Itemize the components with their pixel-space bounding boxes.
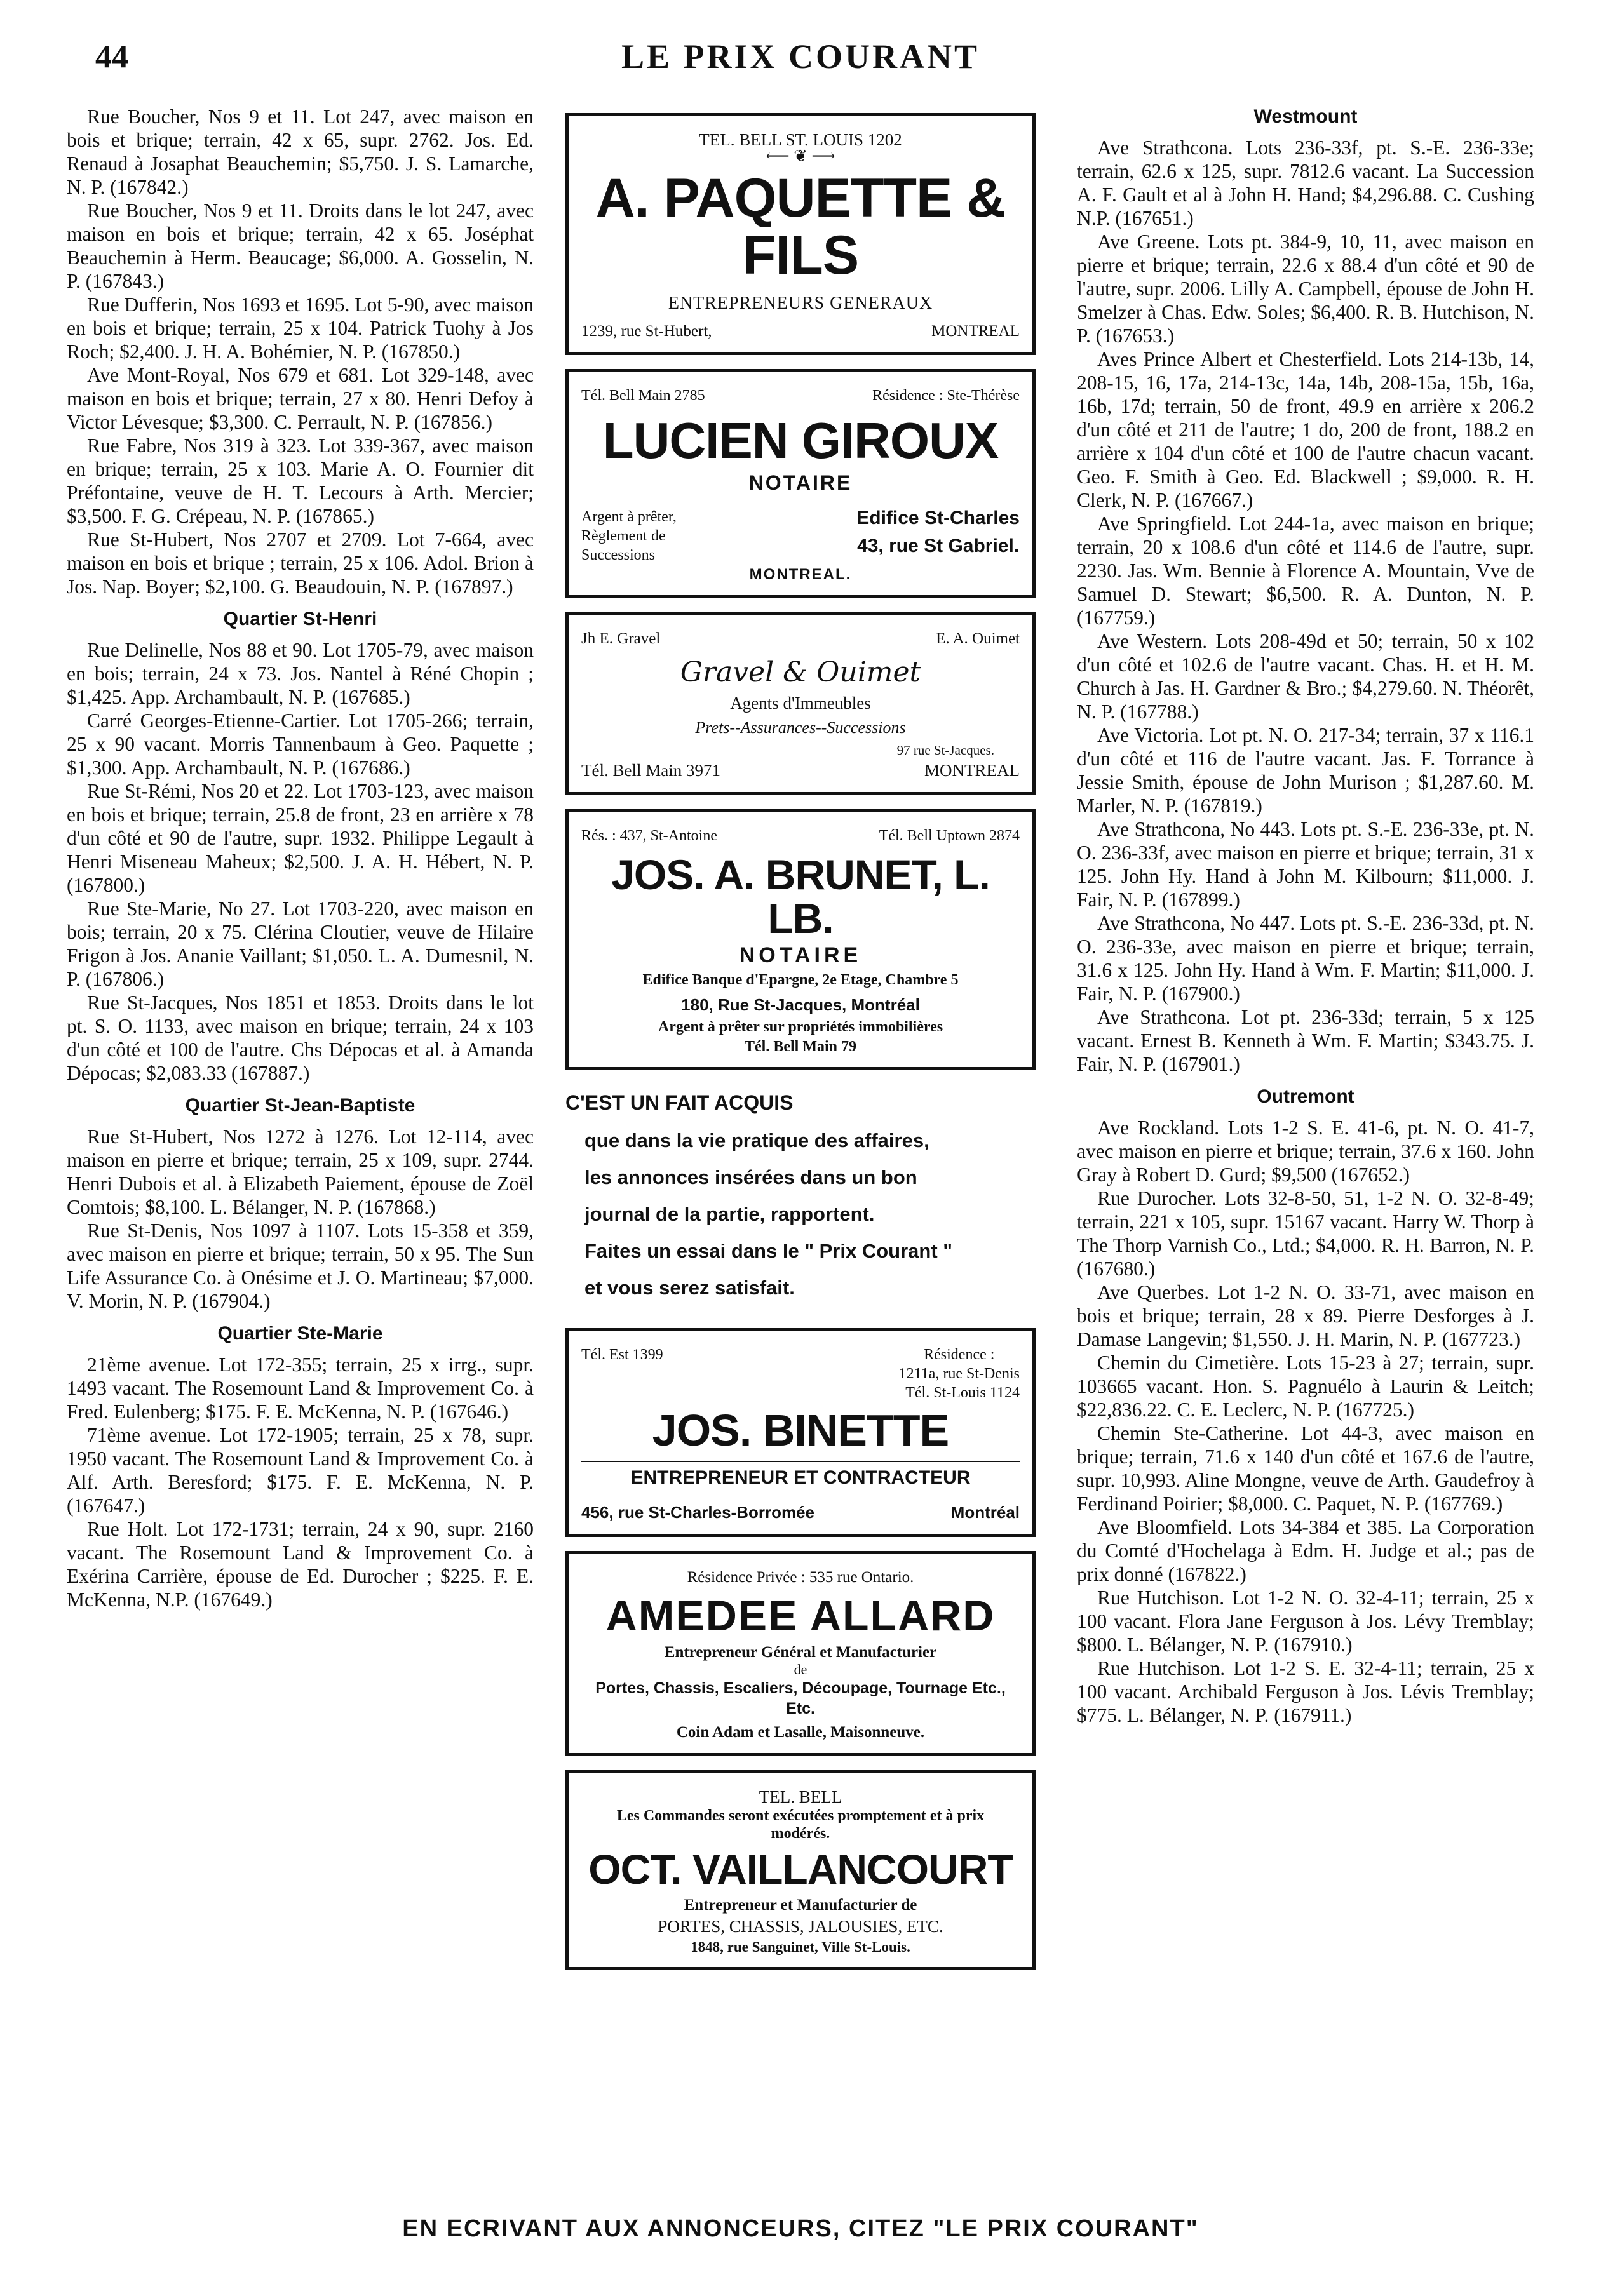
section-heading: Westmount (1253, 106, 1358, 127)
list-item: Rue Dufferin, Nos 1693 et 1695. Lot 5-90, avec maison en bois et brique; terrain, 25 x 104. Patrick Tuohy à Jos Roch; $2,400. J. H. A. Bohémier, N. P. (167850.) (67, 293, 534, 363)
divider (581, 1460, 1020, 1462)
list-item: Ave Western. Lots 208-49d et 50; terrain, 50 x 102 d'un côté et 102.6 de l'autre vacant. Chas. H. et H. M. Church à Jas. H. Gardner & Bro.; $4,279.60. N. Théorêt, N. P. (167788.) (1077, 630, 1534, 723)
list-item: Rue Boucher, Nos 9 et 11. Lot 247, avec maison en bois et brique; terrain, 42 x 65, supr. 2762. Jos. Ed. Renaud à Josaphat Beauchemin; $5,750. J. S. Lamarche, N. P. (167842.) (67, 105, 534, 198)
list-item: Ave Strathcona. Lot pt. 236-33d; terrain, 5 x 125 vacant. Ernest B. Kenneth à Wm. F. Martin; $343.75. J. Fair, N. P. (167901.) (1077, 1006, 1534, 1075)
ad-company-name: A. PAQUETTE & FILS (595, 168, 1006, 286)
list-item: Rue St-Denis, Nos 1097 à 1107. Lots 15-358 et 359, avec maison en pierre et brique; terrain, 50 x 95. The Sun Life Assurance Co. à Onésime et J. O. Martineau; $7,000. V. Morin, N. P. (167904.) (67, 1219, 534, 1312)
ad-phone: Tél. Bell Main 2785 (581, 387, 705, 404)
ad-paquette (565, 113, 1036, 355)
ad-residence: Résidence : Ste-Thérèse (872, 387, 1020, 404)
ad-residence-label: Résidence : (924, 1346, 995, 1364)
ad-address: 456, rue St-Charles-Borromée (581, 1502, 815, 1522)
ad-title: NOTAIRE (739, 943, 862, 968)
list-item: Ave Greene. Lots pt. 384-9, 10, 11, avec maison en pierre et brique; terrain, 22.6 x 88.4 d'un côté et 90 de l'autre, supr. 2006. Lilly A. Campbell, épouse de John H. Smelzer à Chas. Edw. Soles; $6,400. R. B. Hutchison, N. P. (167653.) (1077, 231, 1534, 347)
list-item: 21ème avenue. Lot 172-355; terrain, 25 x irrg., supr. 1493 vacant. The Rosemount Land & Improvement Co. à Fred. Eulenberg; $175. F. E. McKenna, N. P. (167646.) (67, 1353, 534, 1423)
section-heading: Quartier St-Henri (223, 608, 377, 629)
ad-binette (565, 1328, 1036, 1537)
list-item: Ave Rockland. Lots 1-2 S. E. 41-6, pt. N. O. 41-7, avec maison en pierre et brique; terrain, 37.6 x 160. John Gray à Robert D. Gurd; $9,500 (167652.) (1077, 1117, 1534, 1186)
right-column (1077, 105, 1534, 1727)
ad-company-name: JOS. BINETTE (652, 1406, 949, 1456)
list-item: Ave Querbes. Lot 1-2 N. O. 33-71, avec maison en bois et brique; terrain, 28 x 89. Pierre Desforges à J. Damase Langevin; $1,550. J. H. Marin, N. P. (167723.) (1077, 1281, 1534, 1350)
section-heading: Outremont (1257, 1086, 1354, 1107)
notice-line: que dans la vie pratique des affaires, (584, 1129, 929, 1152)
list-item: Aves Prince Albert et Chesterfield. Lots 214-13b, 14, 208-15, 16, 17a, 214-13c, 14a, 14b, 208-15a, 15b, 16a, 16b, 17d; terrain, 50 de front, 49.9 en arrière x 206.2 d'un côté et 211 de l'autre; 1 do, 200 de front, 188.2 en arrière x 104 d'un côté et 100 de l'autre chacun vacant. Geo. F. Smith à Geo. Ed. Blackwell ; $9,000. R. H. Clerk, N. P. (167667.) (1077, 348, 1534, 511)
ad-city: Montréal (950, 1502, 1020, 1522)
ad-partner-name: Jh E. Gravel (581, 629, 661, 647)
ad-company-name: LUCIEN GIROUX (602, 412, 999, 469)
page-number: 44 (95, 39, 128, 75)
notice-title: C'EST UN FAIT ACQUIS (565, 1091, 794, 1115)
list-item: 71ème avenue. Lot 172-1905; terrain, 25 x 78, supr. 1950 vacant. The Rosemount Land & Improvement Co. à Alf. Arth. Beresford; $175. F. E. McKenna, N. P. (167647.) (67, 1424, 534, 1517)
ad-residence: Résidence Privée : 535 rue Ontario. (687, 1568, 914, 1586)
ornament-divider: ⟵ ❦ ⟶ (766, 147, 835, 165)
ad-company-name: OCT. VAILLANCOURT (588, 1846, 1013, 1893)
list-item: Ave Springfield. Lot 244-1a, avec maison en brique; terrain, 20 x 108.6 d'un côté et 114.6 de l'autre, supr. 2230. Jas. Wm. Bennie à Florence A. Mountain, Vve de Samuel D. Stewart; $6,500. R. A. Dunton, N. P. (167759.) (1077, 513, 1534, 629)
ad-trade: Entrepreneur et Manufacturier de (684, 1897, 917, 1914)
ad-office: Edifice Banque d'Epargne, 2e Etage, Chambre 5 (642, 972, 959, 989)
list-item: Ave Bloomfield. Lots 34-384 et 385. La Corporation du Comté d'Hochelaga à Edm. H. Judge et al.; pas de prix donné (167822.) (1077, 1516, 1534, 1585)
ad-note: Les Commandes seront exécutées promptement et à prix modérés. (616, 1808, 985, 1843)
ad-residence-address: 1211a, rue St-Denis (898, 1366, 1020, 1383)
ad-phone: Tél. Bell Uptown 2874 (879, 827, 1020, 844)
list-item: Chemin du Cimetière. Lots 15-23 à 27; terrain, supr. 103665 vacant. Hon. S. Pagnuélo à Laurin & Leitch; $22,836.22. C. E. Leclerc, N. P. (167725.) (1077, 1352, 1534, 1421)
ad-trade: Entrepreneur Général et Manufacturier (664, 1644, 937, 1662)
list-item: Ave Strathcona, No 447. Lots pt. S.-E. 236-33d, pt. N. O. 236-33e, avec maison en pierre et brique; terrain, 31.6 x 125. John Hy. Hand à Wm. F. Martin; $11,000. J. Fair, N. P. (167900.) (1077, 912, 1534, 1005)
footer-notice: EN ECRIVANT AUX ANNONCEURS, CITEZ "LE PRIX COURANT" (402, 2215, 1199, 2242)
ad-trade: ENTREPRENEURS GENERAUX (668, 293, 933, 313)
ad-gravel-ouimet (565, 612, 1036, 795)
ad-giroux (565, 369, 1036, 598)
divider (581, 500, 1020, 502)
ad-city: MONTREAL. (749, 565, 852, 583)
section-heading: Quartier Ste-Marie (217, 1323, 383, 1344)
ad-phone: TEL. BELL ST. LOUIS 1202 (699, 130, 902, 149)
list-item: Ave Strathcona, No 443. Lots pt. S.-E. 236-33e, pt. N. O. 236-33f, avec maison en pierre et brique; terrain, 31 x 125. John Hy. Hand à John M. Kilbourn; $11,000. J. Fair, N. P. (167899.) (1077, 818, 1534, 911)
list-item: Ave Strathcona. Lots 236-33f, pt. S.-E. 236-33e; terrain, 62.6 x 125, supr. 7812.6 vacant. La Succession A. F. Gault et al à John H. Hand; $4,296.88. C. Cushing N.P. (167651.) (1077, 137, 1534, 229)
list-item: Rue Hutchison. Lot 1-2 S. E. 32-4-11; terrain, 25 x 100 vacant. Archibald Ferguson à Jos. Lévis Tremblay; $775. L. Bélanger, N. P. (167911.) (1077, 1657, 1534, 1726)
list-item: Rue Delinelle, Nos 88 et 90. Lot 1705-79, avec maison en bois; terrain, 24 x 73. Jos. Nantel à Réné Chopin ; $1,425. App. Archambault, N. P. (167685.) (67, 639, 534, 708)
ad-street: 43, rue St Gabriel. (857, 535, 1020, 556)
ad-residence: Rés. : 437, St-Antoine (581, 827, 717, 844)
ad-allard (565, 1551, 1036, 1756)
ad-phone: Tél. Bell Main 3971 (581, 760, 720, 780)
list-item: Ave Mont-Royal, Nos 679 et 681. Lot 329-148, avec maison en bois et brique; terrain, 27 x 80. Henri Defoy à Victor Lévesque; $3,300. C. Perrault, N. P. (167856.) (67, 364, 534, 433)
list-item: Rue St-Hubert, Nos 1272 à 1276. Lot 12-114, avec maison en pierre et brique; terrain, 25 x 109, supr. 2744. Henri Dubois et al. à Elizabeth Paiement, épouse de Zoël Comtois; $8,100. L. Bélanger, N. P. (167868.) (67, 1125, 534, 1218)
notice-line: Faites un essai dans le " Prix Courant " (584, 1240, 952, 1263)
ad-company-name: JOS. A. BRUNET, L. LB. (611, 850, 990, 942)
ad-de: de (794, 1662, 807, 1678)
ad-loans: Argent à prêter sur propriétés immobilières (658, 1019, 943, 1036)
list-item: Rue Durocher. Lots 32-8-50, 51, 1-2 N. O. 32-8-49; terrain, 221 x 105, supr. 15167 vacant. Harry W. Thorp à The Thorp Varnish Co., Ltd.; $4,000. R. H. Barron, N. P. (167680.) (1077, 1187, 1534, 1280)
ad-vaillancourt (565, 1770, 1036, 1970)
ad-address: 1848, rue Sanguinet, Ville St-Louis. (691, 1939, 910, 1956)
ad-city: MONTREAL (931, 322, 1020, 340)
ad-city: MONTREAL (924, 760, 1020, 780)
left-column (67, 105, 534, 1611)
ad-services: Prets--Assurances--Successions (695, 718, 906, 737)
ad-building: Edifice St-Charles (856, 507, 1020, 528)
notice-line: journal de la partie, rapportent. (584, 1203, 875, 1226)
list-item: Rue Hutchison. Lot 1-2 N. O. 32-4-11; terrain, 25 x 100 vacant. Flora Jane Ferguson à Jos. Lévy Tremblay; $800. L. Bélanger, N. P. (167910.) (1077, 1587, 1534, 1656)
ad-column (565, 113, 1036, 1984)
ad-phone: Tél. Bell Main 79 (745, 1038, 856, 1056)
ad-brunet (565, 809, 1036, 1071)
ad-phone: Tél. Est 1399 (581, 1346, 663, 1364)
ad-products: PORTES, CHASSIS, JALOUSIES, ETC. (658, 1917, 943, 1937)
ad-partner-name: E. A. Ouimet (936, 629, 1020, 647)
notice-line: les annonces insérées dans un bon (584, 1166, 917, 1189)
notice-box (565, 1084, 1036, 1306)
ad-trade: Agents d'Immeubles (730, 693, 871, 713)
ad-residence-phone: Tél. St-Louis 1124 (905, 1385, 1020, 1402)
list-item: Ave Victoria. Lot pt. N. O. 217-34; terrain, 37 x 116.1 d'un côté et 116 de l'autre vacant. Jas. F. Torrance à Jessie Smith, épouse de John Murison ; $1,287.60. M. Marler, N. P. (167819.) (1077, 724, 1534, 817)
list-item: Rue Boucher, Nos 9 et 11. Droits dans le lot 247, avec maison en bois et brique; terrain, 42 x 65. Joséphat Beauchemin à Herm. Beaucage; $6,000. A. Gosselin, N. P. (167843.) (67, 199, 534, 292)
ad-company-name: AMEDEE ALLARD (605, 1591, 996, 1640)
list-item: Rue St-Jacques, Nos 1851 et 1853. Droits dans le lot pt. S. O. 1133, avec maison en brique; terrain, 24 x 103 d'un côté et 100 de l'autre. Chs Dépocas et al. à Amanda Dépocas; $2,083.33 (167887.) (67, 991, 534, 1084)
ad-services: Argent à prêter, Règlement de Successions (581, 508, 677, 563)
list-item: Carré Georges-Etienne-Cartier. Lot 1705-266; terrain, 25 x 90 vacant. Morris Tannenbaum à Geo. Paquette ; $1,300. App. Archambault, N. P. (167686.) (67, 709, 534, 779)
list-item: Rue St-Hubert, Nos 2707 et 2709. Lot 7-664, avec maison en bois et brique ; terrain, 25 x 106. Adol. Brion à Jos. Nap. Boyer; $2,100. G. Beaudouin, N. P. (167897.) (67, 528, 534, 598)
list-item: Rue Fabre, Nos 319 à 323. Lot 339-367, avec maison en brique; terrain, 25 x 103. Marie A. O. Fournier dit Préfontaine, veuve de H. T. Lecours à Arth. Mercier; $3,500. F. G. Crépeau, N. P. (167865.) (67, 434, 534, 527)
ad-trade: ENTREPRENEUR ET CONTRACTEUR (630, 1467, 971, 1488)
list-item: Rue St-Rémi, Nos 20 et 22. Lot 1703-123, avec maison en bois et brique; terrain, 25.8 de front, 23 en arrière x 78 d'un côté et 90 de l'autre, supr. 1932. Philippe Legault à Henri Miseneau Maheux; $2,500. J. A. H. Hébert, N. P. (167800.) (67, 780, 534, 896)
ad-products: Portes, Chassis, Escaliers, Découpage, Tournage Etc., Etc. (595, 1679, 1006, 1718)
list-item: Chemin Ste-Catherine. Lot 44-3, avec maison en brique; terrain, 71.6 x 140 d'un côté et 167.6 de l'autre, supr. 10,993. Aline Mongne, veuve de Arth. Gaudefroy à Ferdinand Poirier; $8,000. C. Paquet, N. P. (167769.) (1077, 1422, 1534, 1515)
running-head: LE PRIX COURANT (621, 37, 980, 76)
ad-address: 97 rue St-Jacques. (896, 742, 994, 758)
ad-address: 1239, rue St-Hubert, (581, 322, 712, 340)
ad-phone: TEL. BELL (759, 1787, 842, 1807)
divider (581, 1494, 1020, 1496)
ad-address: 180, Rue St-Jacques, Montréal (681, 995, 920, 1015)
ad-corner: Coin Adam et Lasalle, Maisonneuve. (676, 1724, 925, 1742)
list-item: Rue Ste-Marie, No 27. Lot 1703-220, avec maison en bois; terrain, 20 x 75. Clérina Cloutier, veuve de Hilaire Frigon à Jos. Ananie Vaillant; $1,050. L. A. Dumesnil, N. P. (167806.) (67, 897, 534, 990)
ad-title: NOTAIRE (748, 471, 853, 494)
ad-company-name: Gravel & Ouimet (680, 655, 921, 688)
notice-line: et vous serez satisfait. (584, 1277, 795, 1299)
list-item: Rue Holt. Lot 172-1731; terrain, 24 x 90, supr. 2160 vacant. The Rosemount Land & Improvement Co. à Exérina Carrière, épouse de Ed. Durocher ; $225. F. E. McKenna, N.P. (167649.) (67, 1518, 534, 1611)
section-heading: Quartier St-Jean-Baptiste (185, 1095, 415, 1116)
